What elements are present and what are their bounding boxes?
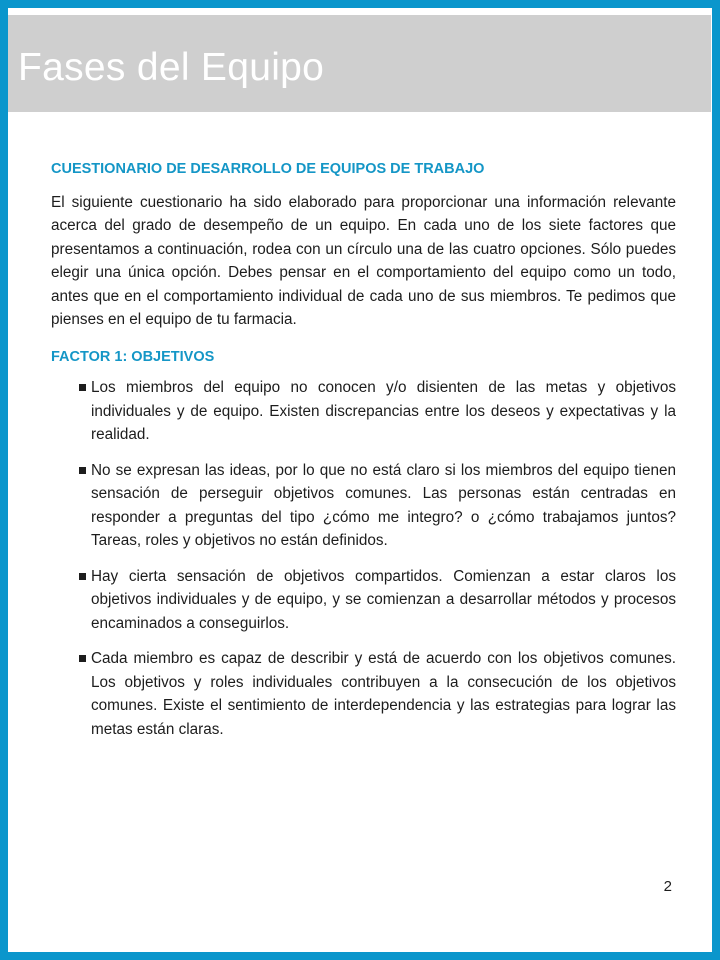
page-title: Fases del Equipo <box>18 46 325 89</box>
page <box>8 8 712 952</box>
page-number: 2 <box>663 878 672 895</box>
questionnaire-heading: CUESTIONARIO DE DESARROLLO DE EQUIPOS DE TRABAJO <box>51 161 485 177</box>
square-bullet-icon <box>79 384 86 391</box>
factor-option-2 <box>81 459 676 553</box>
factor-option-3 <box>81 565 676 636</box>
factor-option-text: Los miembros del equipo no conocen y/o disienten de las metas y objetivos individuales y de equipo. Existen discrepancias entre los deseos y expectativas y la realidad. <box>91 379 676 443</box>
factor-option-1 <box>81 376 676 447</box>
factor-heading: FACTOR 1: OBJETIVOS <box>51 348 215 365</box>
factor-option-text: No se expresan las ideas, por lo que no está claro si los miembros del equipo tienen sensación de perseguir objetivos comunes. Las personas están centradas en responder a preguntas del tipo ¿cómo me integro? o ¿cómo trabajamos juntos? Tareas, roles y objetivos no están definidos. <box>91 461 676 549</box>
factor-options-list <box>51 376 676 741</box>
square-bullet-icon <box>79 655 86 662</box>
square-bullet-icon <box>79 467 86 474</box>
document-content <box>51 158 676 753</box>
factor-option-4 <box>81 647 676 741</box>
factor-option-text: Cada miembro es capaz de describir y está de acuerdo con los objetivos comunes. Los objetivos y roles individuales contribuyen a la consecución de los objetivos comunes. Existe el sentimiento de interdependencia y las estrategias para lograr las metas están claras. <box>91 650 676 738</box>
square-bullet-icon <box>79 573 86 580</box>
intro-paragraph: El siguiente cuestionario ha sido elaborado para proporcionar una información relevante acerca del grado de desempeño de un equipo. En cada uno de los siete factores que presentamos a continuación, rodea con un círculo una de las cuatro opciones. Sólo puedes elegir una única opción. Debes pensar en el comportamiento del equipo como un todo, antes que en el comportamiento individual de cada uno de sus miembros. Te pedimos que pienses en el equipo de tu farmacia. <box>51 193 676 328</box>
factor-option-text: Hay cierta sensación de objetivos compartidos. Comienzan a estar claros los objetivos individuales y de equipo, y se comienzan a desarrollar métodos y procesos encaminados a conseguirlos. <box>91 567 676 632</box>
